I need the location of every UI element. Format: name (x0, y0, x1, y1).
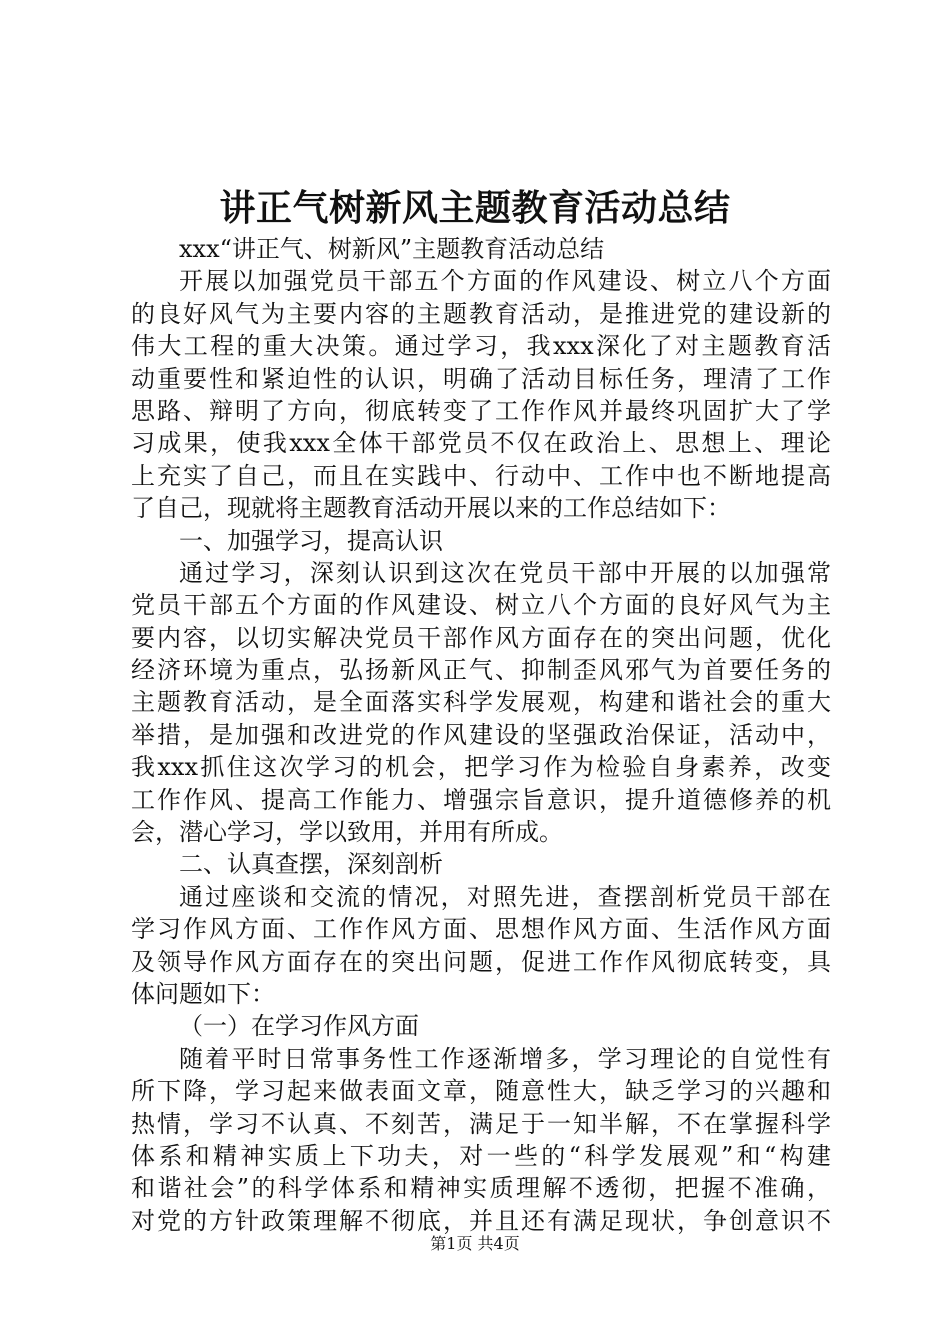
paragraph-line: 对党的方针政策理解不彻底，并且还有满足现状，争创意识不 (131, 1206, 831, 1235)
paragraph-line: 伟大工程的重大决策。通过学习，我xxx深化了对主题教育活 (131, 332, 831, 361)
paragraph-line: 我xxx抓住这次学习的机会，把学习作为检验自身素养，改变 (131, 753, 831, 782)
paragraph-line: 及领导作风方面存在的突出问题，促进工作作风彻底转变，具 (131, 947, 831, 976)
paragraph-line: 开展以加强党员干部五个方面的作风建设、树立八个方面 (179, 267, 831, 296)
paragraph-line: 工作作风、提高工作能力、增强宗旨意识，提升道德修养的机 (131, 785, 831, 814)
paragraph-line: 所下降，学习起来做表面文章，随意性大，缺乏学习的兴趣和 (131, 1077, 831, 1106)
paragraph-line: 的良好风气为主要内容的主题教育活动，是推进党的建设新的 (131, 299, 831, 328)
paragraph-line: 主题教育活动，是全面落实科学发展观，构建和谐社会的重大 (131, 688, 831, 717)
paragraph-line: 党员干部五个方面的作风建设、树立八个方面的良好风气为主 (131, 591, 831, 620)
section-heading: 二、认真查摆，深刻剖析 (179, 850, 443, 879)
paragraph-line: 动重要性和紧迫性的认识，明确了活动目标任务，理清了工作 (131, 364, 831, 393)
paragraph-line: 通过座谈和交流的情况，对照先进，查摆剖析党员干部在 (179, 882, 831, 911)
page-footer: 第1页 共4页 (430, 1234, 520, 1253)
paragraph-line: 会，潜心学习，学以致用，并用有所成。 (131, 818, 563, 847)
paragraph-line: 习成果，使我xxx全体干部党员不仅在政治上、思想上、理论 (131, 429, 831, 458)
paragraph-line: 通过学习，深刻认识到这次在党员干部中开展的以加强常 (179, 558, 831, 587)
paragraph-line: 要内容，以切实解决党员干部作风方面存在的突出问题，优化 (131, 623, 831, 652)
paragraph-line: 思路、辩明了方向，彻底转变了工作作风并最终巩固扩大了学 (131, 396, 831, 425)
document-title: 讲正气树新风主题教育活动总结 (219, 187, 731, 229)
document-body (131, 233, 831, 1237)
paragraph-line: 举措，是加强和改进党的作风建设的坚强政治保证，活动中， (131, 720, 831, 749)
paragraph-line: 热情，学习不认真、不刻苦，满足于一知半解，不在掌握科学 (131, 1109, 831, 1138)
paragraph-line: 随着平时日常事务性工作逐渐增多，学习理论的自觉性有 (179, 1044, 831, 1073)
paragraph-line: 学习作风方面、工作作风方面、思想作风方面、生活作风方面 (131, 915, 831, 944)
section-heading: 一、加强学习，提高认识 (179, 526, 443, 555)
subtitle-line: xxx“讲正气、树新风”主题教育活动总结 (179, 235, 605, 263)
paragraph-line: 和谐社会”的科学体系和精神实质理解不透彻，把握不准确， (131, 1174, 831, 1203)
paragraph-line: 经济环境为重点，弘扬新风正气、抑制歪风邪气为首要任务的 (131, 656, 831, 685)
subsection-heading: （一）在学习作风方面 (179, 1012, 419, 1041)
paragraph-line: 上充实了自己，而且在实践中、行动中、工作中也不断地提高 (131, 461, 831, 490)
paragraph-line: 体问题如下： (131, 979, 275, 1008)
paragraph-line: 了自己，现就将主题教育活动开展以来的工作总结如下： (131, 494, 731, 523)
paragraph-line: 体系和精神实质上下功夫，对一些的“科学发展观”和“构建 (131, 1141, 831, 1170)
